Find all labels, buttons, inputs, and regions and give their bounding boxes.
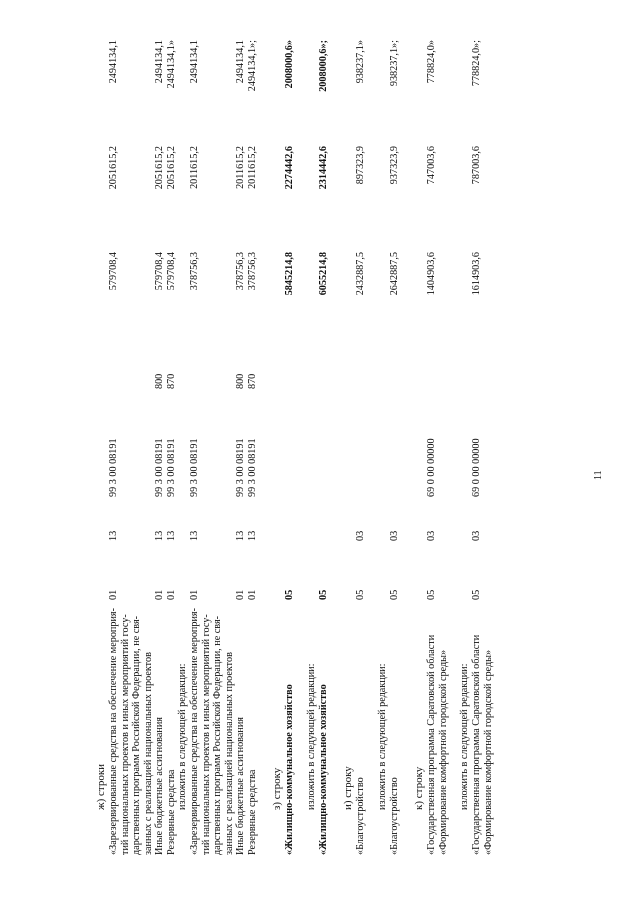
row-section-code: 01 xyxy=(235,589,246,600)
row-name xyxy=(471,600,494,855)
row-expense-type: 870 xyxy=(246,373,258,389)
row-target-article: 99 3 00 08191 xyxy=(246,438,258,497)
row-name-line: Резервные средства xyxy=(165,769,177,855)
row-value-1: 378756,3 xyxy=(189,252,200,291)
row-name-line: «Жилищно-коммунальное хозяйство xyxy=(317,684,329,855)
row-target-article: 69 0 00 00000 xyxy=(426,438,437,497)
row-value-1: 378756,3 xyxy=(246,252,258,291)
row-subsection-code: 13 xyxy=(246,530,258,541)
row-value-3: 2494134,1 xyxy=(108,40,119,84)
row-value-2: 747003,6 xyxy=(426,146,437,185)
row-value-2: 2051615,2 xyxy=(108,146,119,190)
row-section-code: 05 xyxy=(471,589,482,600)
row-target-article: 99 3 00 08191 xyxy=(235,438,246,497)
table-row xyxy=(189,0,235,855)
row-value-1: 5845214,8 xyxy=(284,252,295,296)
row-section-code: 01 xyxy=(165,589,177,600)
row-section-code: 05 xyxy=(426,589,437,600)
row-section-code: 05 xyxy=(284,589,295,600)
section-heading: з) строку xyxy=(271,767,283,810)
row-section-code: 01 xyxy=(108,589,119,600)
row-target-article: 99 3 00 08191 xyxy=(108,438,119,497)
row-name xyxy=(426,600,449,855)
section-heading: и) строку xyxy=(342,766,354,810)
row-name-line: Иные бюджетные ассигнования xyxy=(154,717,165,855)
row-expense-type: 800 xyxy=(235,373,246,389)
row-value-1: 2642887,5 xyxy=(388,252,400,296)
section-gap xyxy=(400,0,414,855)
row-value-2: 787003,6 xyxy=(471,146,482,185)
row-value-3: 778824,0»; xyxy=(471,40,482,87)
row-name-line: Резервные средства xyxy=(246,769,258,855)
row-name xyxy=(355,600,367,855)
row-value-3: 2494134,1 xyxy=(189,40,200,84)
row-subsection-code: 03 xyxy=(388,530,400,541)
row-subsection-code: 03 xyxy=(471,530,482,541)
row-expense-type: 870 xyxy=(165,373,177,389)
row-value-3: 2008000,6»; xyxy=(317,40,329,92)
row-name xyxy=(154,600,166,855)
row-target-article: 99 3 00 08191 xyxy=(154,438,165,497)
row-value-3: 938237,1»; xyxy=(388,40,400,87)
row-name-line: тий национальных проектов и иных мероприятий госу- xyxy=(119,614,131,855)
row-expense-type: 800 xyxy=(154,373,165,389)
table-row xyxy=(389,0,401,855)
row-value-3: 2494134,1 xyxy=(235,40,246,84)
row-target-article: 69 0 00 00000 xyxy=(471,438,482,497)
instruction-text: изложить в следующей редакции: xyxy=(459,663,470,810)
section-heading: ж) строки xyxy=(95,763,107,810)
row-name-line: занных с реализацией национальных проектов xyxy=(223,652,235,855)
row-subsection-code: 13 xyxy=(235,530,246,541)
row-name-line: «Благоустройство xyxy=(355,777,366,855)
row-value-3: 2008000,6» xyxy=(284,40,295,89)
row-name-line: занных с реализацией национальных проектов xyxy=(142,652,154,855)
row-value-3: 778824,0» xyxy=(426,40,437,84)
table-row xyxy=(235,0,247,855)
instruction-gap xyxy=(296,0,306,855)
section-heading: к) строку xyxy=(413,766,425,810)
table-row xyxy=(166,0,178,855)
row-section-code: 01 xyxy=(154,589,165,600)
row-value-2: 897323,9 xyxy=(355,146,366,185)
row-name-line: дарственных программ Российской Федерации, не свя- xyxy=(131,615,142,855)
row-subsection-code: 13 xyxy=(154,530,165,541)
instruction-text: изложить в следующей редакции: xyxy=(376,663,388,810)
table-row xyxy=(426,0,449,855)
row-value-1: 579708,4 xyxy=(108,252,119,291)
row-name-line: «Жилищно-коммунальное хозяйство xyxy=(284,684,295,855)
row-value-1: 2432887,5 xyxy=(355,252,366,296)
table-row xyxy=(284,0,296,855)
row-name-line: «Формирование комфортной городской среды» xyxy=(437,649,449,855)
row-subsection-code: 13 xyxy=(108,530,119,541)
row-value-2: 2011615,2 xyxy=(246,146,258,189)
row-value-1: 6055214,8 xyxy=(317,252,329,296)
row-value-1: 579708,4 xyxy=(154,252,165,291)
row-value-2: 2011615,2 xyxy=(235,146,246,189)
table-row xyxy=(154,0,166,855)
table-row xyxy=(108,0,154,855)
row-subsection-code: 13 xyxy=(189,530,200,541)
row-name xyxy=(247,600,259,855)
row-name-line: «Формирование комфортной городской среды» xyxy=(482,649,494,855)
row-name xyxy=(189,600,235,855)
row-value-1: 378756,3 xyxy=(235,252,246,291)
row-subsection-code: 03 xyxy=(426,530,437,541)
row-section-code: 01 xyxy=(246,589,258,600)
row-value-2: 2011615,2 xyxy=(189,146,200,189)
instruction-text: изложить в следующей редакции: xyxy=(177,663,188,810)
table-row xyxy=(247,0,259,855)
row-value-2: 937323,9 xyxy=(388,146,400,185)
row-name-line: «Зарезервированные средства на обеспечение мероприя- xyxy=(189,608,200,855)
row-name xyxy=(108,600,154,855)
row-subsection-code: 13 xyxy=(165,530,177,541)
row-value-1: 1404903,6 xyxy=(426,252,437,296)
row-value-1: 1614903,6 xyxy=(471,252,482,296)
table-row xyxy=(355,0,367,855)
row-target-article: 99 3 00 08191 xyxy=(165,438,177,497)
row-subsection-code: 03 xyxy=(355,530,366,541)
row-value-3: 2494134,1» xyxy=(165,40,177,89)
row-value-1: 579708,4 xyxy=(165,252,177,291)
row-name-line: «Государственная программа Саратовской области xyxy=(471,634,482,855)
instruction-gap xyxy=(449,0,459,855)
section-gap xyxy=(329,0,343,855)
row-name-line: тий национальных проектов и иных мероприятий госу- xyxy=(200,614,212,855)
row-name-line: «Зарезервированные средства на обеспечение мероприя- xyxy=(108,608,119,855)
row-target-article: 99 3 00 08191 xyxy=(189,438,200,497)
row-name xyxy=(284,600,296,855)
row-name xyxy=(389,600,401,855)
row-value-3: 2494134,1»; xyxy=(246,40,258,92)
row-section-code: 05 xyxy=(317,589,329,600)
row-section-code: 01 xyxy=(189,589,200,600)
page-number: 11 xyxy=(593,470,604,480)
row-name-line: «Благоустройство xyxy=(388,777,400,855)
table-row xyxy=(471,0,494,855)
row-name xyxy=(166,600,178,855)
row-section-code: 05 xyxy=(388,589,400,600)
row-section-code: 05 xyxy=(355,589,366,600)
row-name-line: Иные бюджетные ассигнования xyxy=(235,717,246,855)
row-name xyxy=(235,600,247,855)
instruction-gap xyxy=(367,0,377,855)
table-row xyxy=(318,0,330,855)
row-value-3: 2494134,1 xyxy=(154,40,165,84)
amendment-document xyxy=(96,0,494,855)
row-value-3: 938237,1» xyxy=(355,40,366,84)
section-gap xyxy=(258,0,272,855)
row-name-line: дарственных программ Российской Федерации, не свя- xyxy=(212,615,223,855)
row-name-line: «Государственная программа Саратовской области xyxy=(426,634,437,855)
instruction-text: изложить в следующей редакции: xyxy=(305,663,317,810)
row-value-2: 2051615,2 xyxy=(154,146,165,190)
row-value-2: 2314442,6 xyxy=(317,146,329,190)
row-value-2: 2274442,6 xyxy=(284,146,295,190)
row-value-2: 2051615,2 xyxy=(165,146,177,190)
row-name xyxy=(318,600,330,855)
